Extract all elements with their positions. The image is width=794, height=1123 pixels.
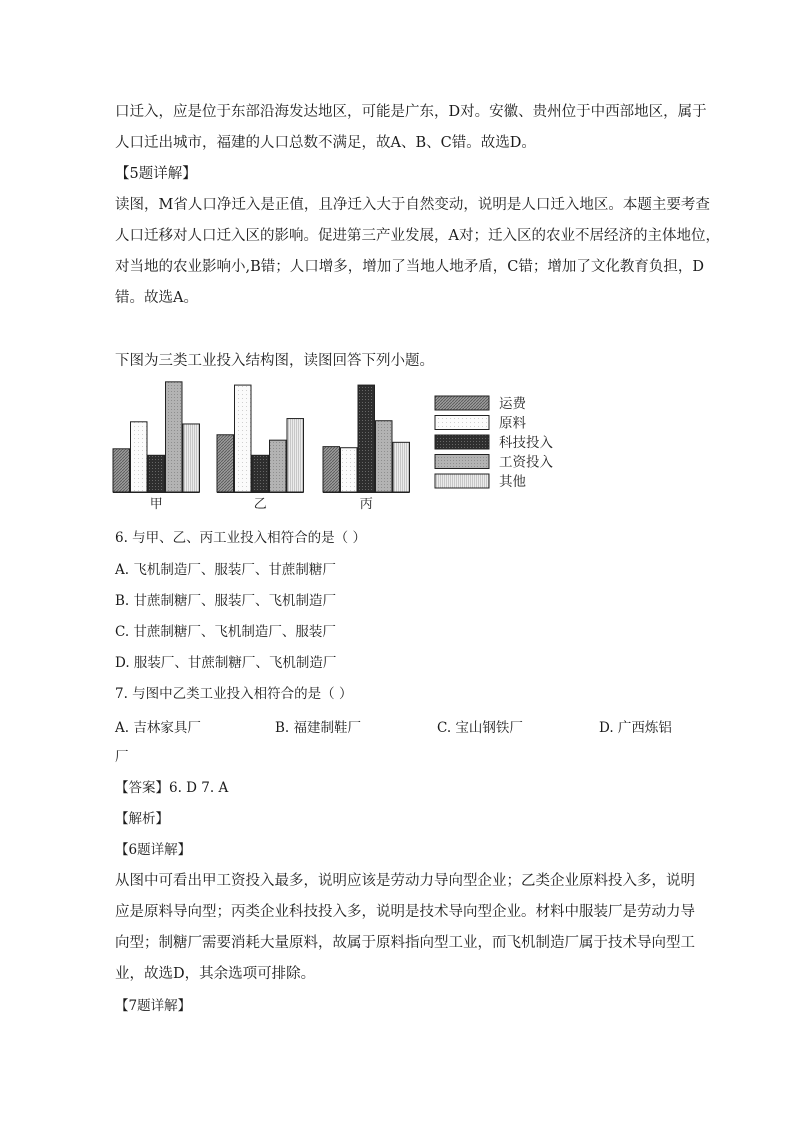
q7-option-wrap: 厂 [115,749,129,765]
text-line: 读图，M省人口净迁入是正值，且净迁入大于自然变动，说明是人口迁入地区。本题主要考查 [115,197,710,213]
q7-option-a: A. 吉林家具厂 [115,720,201,736]
text-line: 错。故选A。 [115,290,198,306]
q6-option-a: A. 飞机制造厂、服装厂、甘蔗制糖厂 [115,562,336,578]
bar-2-1 [341,448,358,492]
bar-2-4 [393,442,410,492]
text-line: 从图中可看出甲工资投入最多，说明应该是劳动力导向型企业；乙类企业原料投入多，说明 [115,873,695,889]
bar-1-3 [270,440,287,492]
legend-swatch [435,474,489,488]
legend-label: 其他 [499,474,526,490]
bar-2-3 [376,421,393,492]
bar-0-2 [148,455,165,492]
category-label: 甲 [149,497,163,512]
legend-label: 原料 [499,415,526,432]
text-line: 业，故选D，其余选项可排除。 [115,966,316,982]
q7-option-d: D. 广西炼铝 [599,720,672,736]
category-label: 丙 [359,497,373,512]
bar-1-4 [287,419,304,492]
bar-0-3 [166,382,183,492]
text-line: 应是原料导向型；丙类企业科技投入多，说明是技术导向型企业。材料中服装厂是劳动力导 [115,904,695,920]
text-line: 人口迁移对人口迁入区的影响。促进第三产业发展，A对；迁入区的农业不居经济的主体地位， [115,228,720,244]
bar-0-1 [131,422,148,492]
figure-intro: 下图为三类工业投入结构图，读图回答下列小题。 [115,353,434,369]
chart-svg [110,378,570,516]
q6-option-c: C. 甘蔗制糖厂、飞机制造厂、服装厂 [115,624,336,640]
q6-option-b: B. 甘蔗制糖厂、服装厂、飞机制造厂 [115,593,337,609]
bar-1-0 [217,435,234,492]
question-7: 7. 与图中乙类工业投入相符合的是（ ） [115,686,353,702]
text-line: 对当地的农业影响小,B错；人口增多，增加了当地人地矛盾，C错；增加了文化教育负担，D [115,259,704,275]
text-line: 口迁入，应是位于东部沿海发达地区，可能是广东，D对。安徽、贵州位于中西部地区，属于 [115,104,707,120]
legend-swatch [435,435,489,449]
bar-0-4 [183,424,200,492]
answer-line: 【答案】6. D 7. A [115,780,229,796]
q6-option-d: D. 服装厂、甘蔗制糖厂、飞机制造厂 [115,655,337,671]
category-label: 乙 [253,497,267,512]
text-line: 人口迁出城市，福建的人口总数不满足，故A、B、C错。故选D。 [115,135,536,151]
bar-0-0 [113,449,130,492]
q7-option-b: B. 福建制鞋厂 [275,720,362,736]
legend-swatch [435,455,489,469]
legend-swatch [435,396,489,410]
section-heading: 【5题详解】 [115,166,197,182]
industry-input-chart [110,378,570,516]
legend-label: 运费 [499,396,526,412]
legend-swatch [435,416,489,430]
bar-2-0 [323,447,340,492]
q7-option-c: C. 宝山钢铁厂 [437,720,523,736]
section-heading: 【7题详解】 [115,998,192,1014]
bar-2-2 [358,385,375,492]
analysis-heading: 【解析】 [115,811,169,827]
bar-1-2 [252,455,269,492]
text-line: 向型；制糖厂需要消耗大量原料，故属于原料指向型工业，而飞机制造厂属于技术导向型工 [115,935,695,951]
q7-options-row [115,716,685,736]
question-6: 6. 与甲、乙、丙工业投入相符合的是（ ） [115,530,366,546]
legend-label: 工资投入 [499,454,553,471]
legend-label: 科技投入 [499,435,553,451]
bar-1-1 [235,385,252,492]
section-heading: 【6题详解】 [115,842,192,858]
